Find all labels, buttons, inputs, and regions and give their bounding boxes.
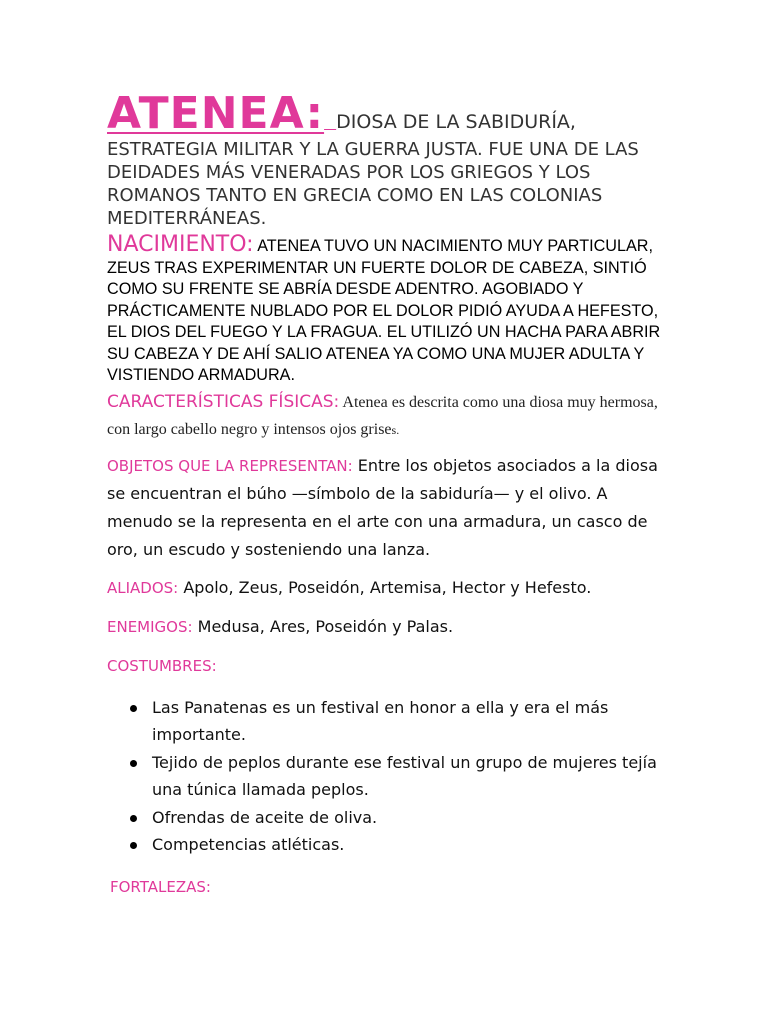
bullet-icon: [130, 705, 137, 712]
enemies-heading: ENEMIGOS:: [107, 617, 193, 636]
objects-heading: OBJETOS QUE LA REPRESENTAN:: [107, 456, 353, 475]
title-subtitle: DIOSA DE LA SABIDURÍA,: [336, 111, 576, 133]
list-item: Tejido de peplos durante ese festival un grupo de mujeres tejía una túnica llamada peplos.: [152, 749, 667, 804]
strengths-heading: FORTALEZAS:: [110, 877, 211, 896]
physical-heading: CARACTERÍSTICAS FÍSICAS:: [107, 391, 340, 412]
title-underline-gap: [324, 111, 336, 133]
objects-text: Entre los objetos asociados a la diosa se encuentran el búho —símbolo de la sabiduría— y el olivo. A menudo se la representa en el arte con una armadura, un casco de oro, un escudo y sosteniendo una lanza.: [107, 455, 658, 559]
title-block: [107, 88, 667, 139]
list-item: Ofrendas de aceite de oliva.: [152, 804, 667, 832]
allies-section: [107, 574, 667, 602]
list-item: Las Panatenas es un festival en honor a ella y era el más importante.: [152, 694, 667, 749]
intro-paragraph: ESTRATEGIA MILITAR Y LA GUERRA JUSTA. FUE UNA DE LAS DEIDADES MÁS VENERADAS POR LOS GRIEGOS Y LOS ROMANOS TANTO EN GRECIA COMO EN LAS COLONIAS MEDITERRÁNEAS.: [107, 139, 639, 229]
bullet-icon: [130, 760, 137, 767]
birth-heading: NACIMIENTO:: [107, 232, 254, 257]
physical-text: Atenea es descrita como una diosa muy hermosa, con largo cabello negro y intensos ojos grise: [107, 393, 658, 438]
physical-section: [107, 389, 667, 444]
birth-section: [107, 234, 667, 387]
document-page: [107, 88, 667, 901]
bullet-icon: [130, 815, 137, 822]
bullet-icon: [130, 842, 137, 849]
birth-text: ATENEA TUVO UN NACIMIENTO MUY PARTICULAR, ZEUS TRAS EXPERIMENTAR UN FUERTE DOLOR DE CABEZA, SINTIÓ COMO SU FRENTE SE ABRÍA DESDE ADENTRO. AGOBIADO Y PRÁCTICAMENTE NUBLADO POR EL DOLOR PIDIÓ AYUDA A HEFESTO, EL DIOS DEL FUEGO Y LA FRAGUA. EL UTILIZÓ UN HACHA PARA ABRIR SU CABEZA Y DE AHÍ SALIO ATENEA YA COMO UNA MUJER ADULTA Y VISTIENDO ARMADURA.: [107, 237, 661, 384]
list-item: Competencias atléticas.: [152, 831, 667, 859]
page-title: ATENEA:: [107, 88, 325, 139]
customs-heading: COSTUMBRES:: [107, 656, 217, 675]
customs-list: [107, 694, 667, 859]
customs-section: [107, 652, 667, 680]
allies-heading: ALIADOS:: [107, 578, 179, 597]
enemies-section: [107, 613, 667, 641]
objects-section: [107, 452, 667, 564]
physical-text-tail: s.: [391, 422, 400, 437]
enemies-text: Medusa, Ares, Poseidón y Palas.: [197, 616, 454, 636]
allies-text: Apolo, Zeus, Poseidón, Artemisa, Hector y Hefesto.: [183, 577, 592, 597]
